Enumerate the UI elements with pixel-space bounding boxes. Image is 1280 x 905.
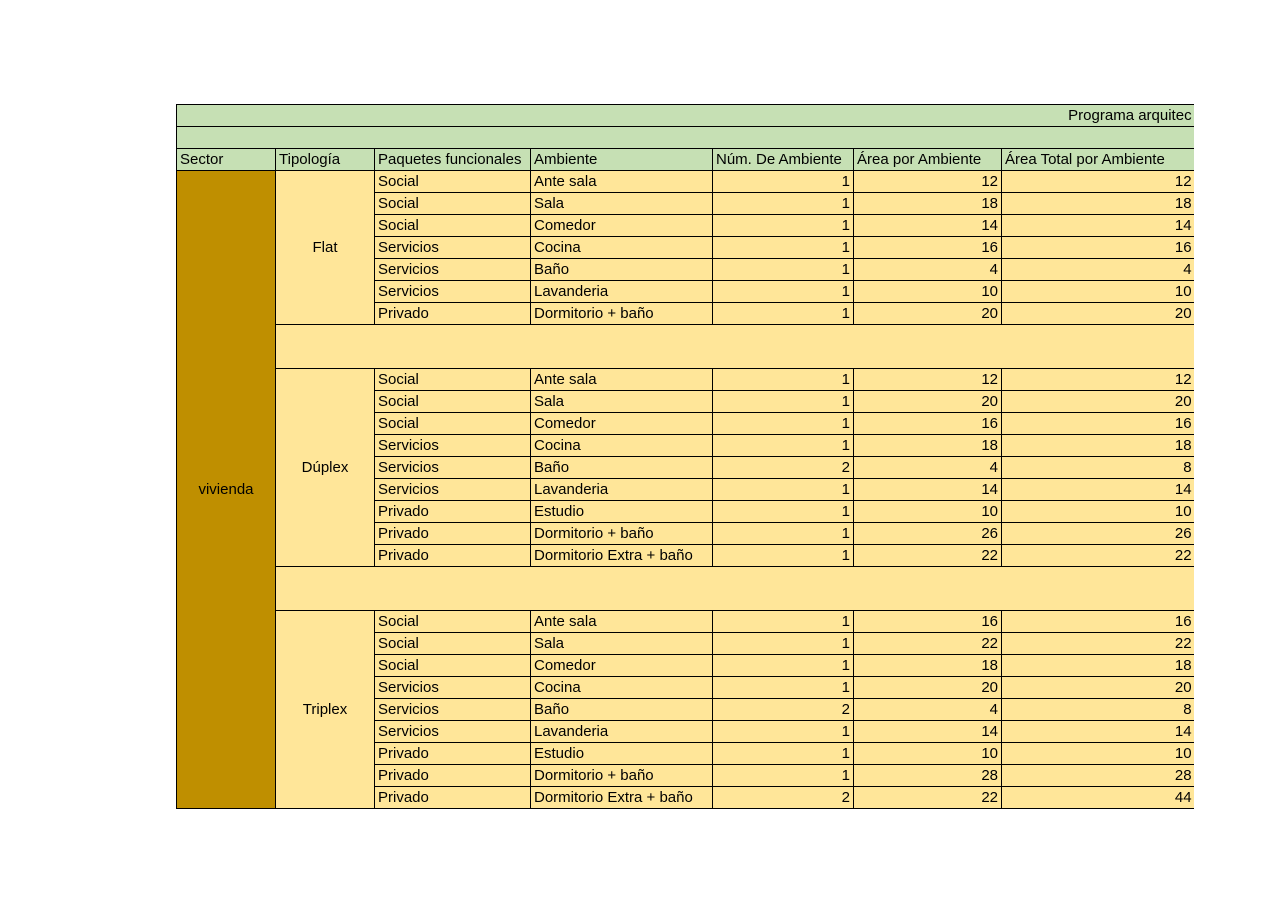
ambiente-cell: Sala xyxy=(531,193,713,215)
ambiente-cell: Ante sala xyxy=(531,171,713,193)
area-cell: 20 xyxy=(854,677,1002,699)
paquete-cell: Servicios xyxy=(375,479,531,501)
area-cell: 4 xyxy=(854,699,1002,721)
num-cell: 1 xyxy=(713,237,854,259)
paquete-cell: Privado xyxy=(375,545,531,567)
num-cell: 1 xyxy=(713,215,854,237)
total-cell: 22 xyxy=(1002,633,1195,655)
separator-cell xyxy=(276,325,1195,369)
area-cell: 4 xyxy=(854,259,1002,281)
num-cell: 1 xyxy=(713,655,854,677)
total-cell: 16 xyxy=(1002,413,1195,435)
area-cell: 10 xyxy=(854,281,1002,303)
area-cell: 14 xyxy=(854,479,1002,501)
total-cell: 44 xyxy=(1002,787,1195,809)
num-cell: 2 xyxy=(713,457,854,479)
spreadsheet-page xyxy=(176,104,1194,812)
program-table xyxy=(176,104,1194,809)
area-cell: 20 xyxy=(854,303,1002,325)
ambiente-cell: Dormitorio Extra + baño xyxy=(531,545,713,567)
total-cell: 10 xyxy=(1002,281,1195,303)
total-cell: 14 xyxy=(1002,215,1195,237)
paquete-cell: Servicios xyxy=(375,259,531,281)
sector-cell: vivienda xyxy=(177,171,276,809)
area-cell: 22 xyxy=(854,545,1002,567)
total-cell: 14 xyxy=(1002,721,1195,743)
area-cell: 10 xyxy=(854,501,1002,523)
paquete-cell: Social xyxy=(375,171,531,193)
paquete-cell: Social xyxy=(375,413,531,435)
num-cell: 1 xyxy=(713,677,854,699)
header-ambiente: Ambiente xyxy=(531,149,713,171)
separator-cell xyxy=(276,567,1195,611)
group-separator-row xyxy=(177,325,1195,369)
column-header-row xyxy=(177,149,1195,171)
total-cell: 20 xyxy=(1002,303,1195,325)
paquete-cell: Privado xyxy=(375,765,531,787)
paquete-cell: Servicios xyxy=(375,699,531,721)
ambiente-cell: Dormitorio Extra + baño xyxy=(531,787,713,809)
num-cell: 1 xyxy=(713,435,854,457)
ambiente-cell: Baño xyxy=(531,457,713,479)
ambiente-cell: Comedor xyxy=(531,413,713,435)
ambiente-cell: Lavanderia xyxy=(531,479,713,501)
paquete-cell: Privado xyxy=(375,303,531,325)
total-cell: 4 xyxy=(1002,259,1195,281)
total-cell: 28 xyxy=(1002,765,1195,787)
total-cell: 10 xyxy=(1002,743,1195,765)
area-cell: 14 xyxy=(854,215,1002,237)
total-cell: 12 xyxy=(1002,171,1195,193)
total-cell: 22 xyxy=(1002,545,1195,567)
ambiente-cell: Comedor xyxy=(531,655,713,677)
num-cell: 1 xyxy=(713,633,854,655)
area-cell: 4 xyxy=(854,457,1002,479)
num-cell: 1 xyxy=(713,369,854,391)
blank-header-row xyxy=(177,127,1195,149)
area-cell: 10 xyxy=(854,743,1002,765)
num-cell: 1 xyxy=(713,479,854,501)
num-cell: 1 xyxy=(713,303,854,325)
total-cell: 14 xyxy=(1002,479,1195,501)
total-cell: 18 xyxy=(1002,655,1195,677)
total-cell: 8 xyxy=(1002,457,1195,479)
ambiente-cell: Dormitorio + baño xyxy=(531,303,713,325)
ambiente-cell: Estudio xyxy=(531,743,713,765)
total-cell: 16 xyxy=(1002,237,1195,259)
paquete-cell: Servicios xyxy=(375,721,531,743)
total-cell: 8 xyxy=(1002,699,1195,721)
num-cell: 2 xyxy=(713,787,854,809)
ambiente-cell: Lavanderia xyxy=(531,281,713,303)
paquete-cell: Social xyxy=(375,193,531,215)
table-row xyxy=(177,611,1195,633)
ambiente-cell: Cocina xyxy=(531,435,713,457)
paquete-cell: Social xyxy=(375,611,531,633)
paquete-cell: Social xyxy=(375,369,531,391)
ambiente-cell: Estudio xyxy=(531,501,713,523)
num-cell: 1 xyxy=(713,743,854,765)
num-cell: 1 xyxy=(713,501,854,523)
num-cell: 1 xyxy=(713,611,854,633)
ambiente-cell: Lavanderia xyxy=(531,721,713,743)
num-cell: 1 xyxy=(713,721,854,743)
num-cell: 1 xyxy=(713,413,854,435)
paquete-cell: Servicios xyxy=(375,237,531,259)
area-cell: 20 xyxy=(854,391,1002,413)
ambiente-cell: Comedor xyxy=(531,215,713,237)
ambiente-cell: Dormitorio + baño xyxy=(531,765,713,787)
paquete-cell: Social xyxy=(375,391,531,413)
table-row xyxy=(177,171,1195,193)
header-area: Área por Ambiente xyxy=(854,149,1002,171)
header-total: Área Total por Ambiente xyxy=(1002,149,1195,171)
area-cell: 16 xyxy=(854,413,1002,435)
paquete-cell: Servicios xyxy=(375,281,531,303)
num-cell: 1 xyxy=(713,171,854,193)
paquete-cell: Privado xyxy=(375,787,531,809)
table-title: Programa arquitec xyxy=(177,105,1195,127)
num-cell: 1 xyxy=(713,259,854,281)
paquete-cell: Servicios xyxy=(375,457,531,479)
paquete-cell: Social xyxy=(375,215,531,237)
area-cell: 22 xyxy=(854,787,1002,809)
ambiente-cell: Baño xyxy=(531,259,713,281)
ambiente-cell: Cocina xyxy=(531,237,713,259)
paquete-cell: Privado xyxy=(375,743,531,765)
ambiente-cell: Cocina xyxy=(531,677,713,699)
ambiente-cell: Dormitorio + baño xyxy=(531,523,713,545)
total-cell: 26 xyxy=(1002,523,1195,545)
total-cell: 18 xyxy=(1002,435,1195,457)
area-cell: 18 xyxy=(854,435,1002,457)
area-cell: 26 xyxy=(854,523,1002,545)
total-cell: 12 xyxy=(1002,369,1195,391)
area-cell: 28 xyxy=(854,765,1002,787)
num-cell: 1 xyxy=(713,281,854,303)
header-tipologia: Tipología xyxy=(276,149,375,171)
paquete-cell: Servicios xyxy=(375,435,531,457)
num-cell: 2 xyxy=(713,699,854,721)
num-cell: 1 xyxy=(713,765,854,787)
header-sector: Sector xyxy=(177,149,276,171)
total-cell: 20 xyxy=(1002,677,1195,699)
area-cell: 18 xyxy=(854,655,1002,677)
ambiente-cell: Sala xyxy=(531,633,713,655)
paquete-cell: Servicios xyxy=(375,677,531,699)
num-cell: 1 xyxy=(713,523,854,545)
total-cell: 10 xyxy=(1002,501,1195,523)
paquete-cell: Social xyxy=(375,655,531,677)
header-num: Núm. De Ambiente xyxy=(713,149,854,171)
num-cell: 1 xyxy=(713,193,854,215)
total-cell: 16 xyxy=(1002,611,1195,633)
header-paquetes: Paquetes funcionales xyxy=(375,149,531,171)
area-cell: 12 xyxy=(854,369,1002,391)
ambiente-cell: Ante sala xyxy=(531,611,713,633)
ambiente-cell: Sala xyxy=(531,391,713,413)
paquete-cell: Privado xyxy=(375,501,531,523)
area-cell: 16 xyxy=(854,611,1002,633)
total-cell: 20 xyxy=(1002,391,1195,413)
total-cell: 18 xyxy=(1002,193,1195,215)
area-cell: 22 xyxy=(854,633,1002,655)
ambiente-cell: Baño xyxy=(531,699,713,721)
table-row xyxy=(177,369,1195,391)
area-cell: 16 xyxy=(854,237,1002,259)
area-cell: 18 xyxy=(854,193,1002,215)
tipologia-cell: Dúplex xyxy=(276,369,375,567)
ambiente-cell: Ante sala xyxy=(531,369,713,391)
tipologia-cell: Triplex xyxy=(276,611,375,809)
paquete-cell: Social xyxy=(375,633,531,655)
group-separator-row xyxy=(177,567,1195,611)
num-cell: 1 xyxy=(713,391,854,413)
paquete-cell: Privado xyxy=(375,523,531,545)
num-cell: 1 xyxy=(713,545,854,567)
tipologia-cell: Flat xyxy=(276,171,375,325)
area-cell: 14 xyxy=(854,721,1002,743)
area-cell: 12 xyxy=(854,171,1002,193)
